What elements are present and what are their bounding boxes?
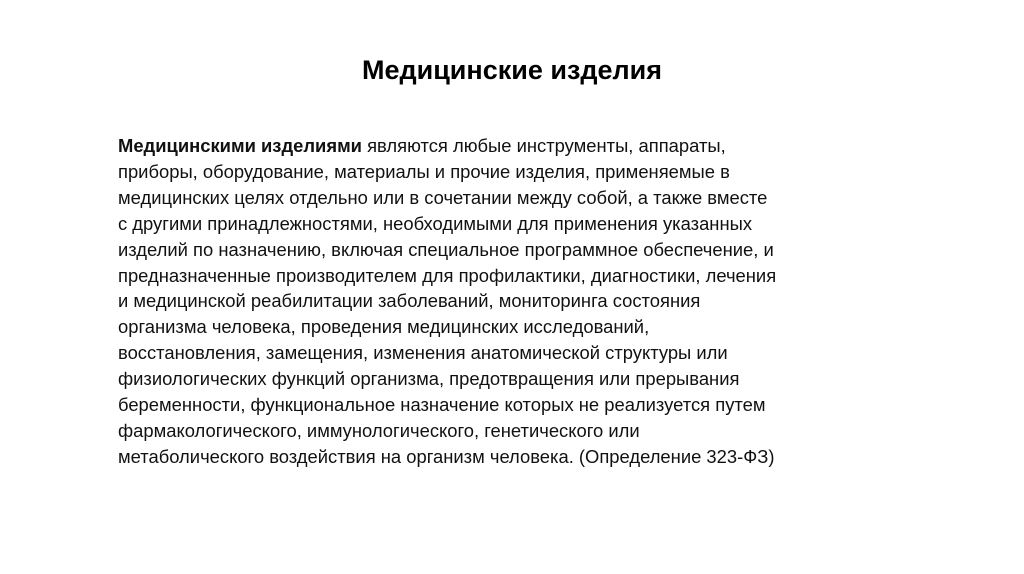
paragraph-line: с другими принадлежностями, необходимыми для применения указанных (118, 212, 753, 234)
paragraph-line: медицинских целях отдельно или в сочетании между собой, а также вместе (118, 186, 768, 208)
paragraph-line: метаболического воздействия на организм человека. (Определение 323-ФЗ) (118, 445, 775, 467)
slide-title: Медицинские изделия (361, 55, 663, 85)
defined-term: Медицинскими изделиями (118, 135, 362, 156)
paragraph-line: изделий по назначению, включая специальное программное обеспечение, и (118, 238, 774, 260)
definition-paragraph (118, 133, 908, 470)
paragraph-line: фармакологического, иммунологического, генетического или (118, 419, 640, 441)
paragraph-line: организма человека, проведения медицинских исследований, (118, 316, 650, 338)
paragraph-line: приборы, оборудование, материалы и прочие изделия, применяемые в (118, 160, 730, 182)
paragraph-line: и медицинской реабилитации заболеваний, мониторинга состояния (118, 290, 701, 312)
paragraph-line: восстановления, замещения, изменения анатомической структуры или (118, 342, 728, 364)
paragraph-line: физиологических функций организма, предотвращения или прерывания (118, 368, 740, 390)
paragraph-line-text: являются любые инструменты, аппараты, (361, 135, 726, 156)
paragraph-line (118, 133, 908, 159)
paragraph-line: беременности, функциональное назначение которых не реализуется путем (118, 394, 766, 416)
paragraph-line: предназначенные производителем для профилактики, диагностики, лечения (118, 264, 777, 286)
